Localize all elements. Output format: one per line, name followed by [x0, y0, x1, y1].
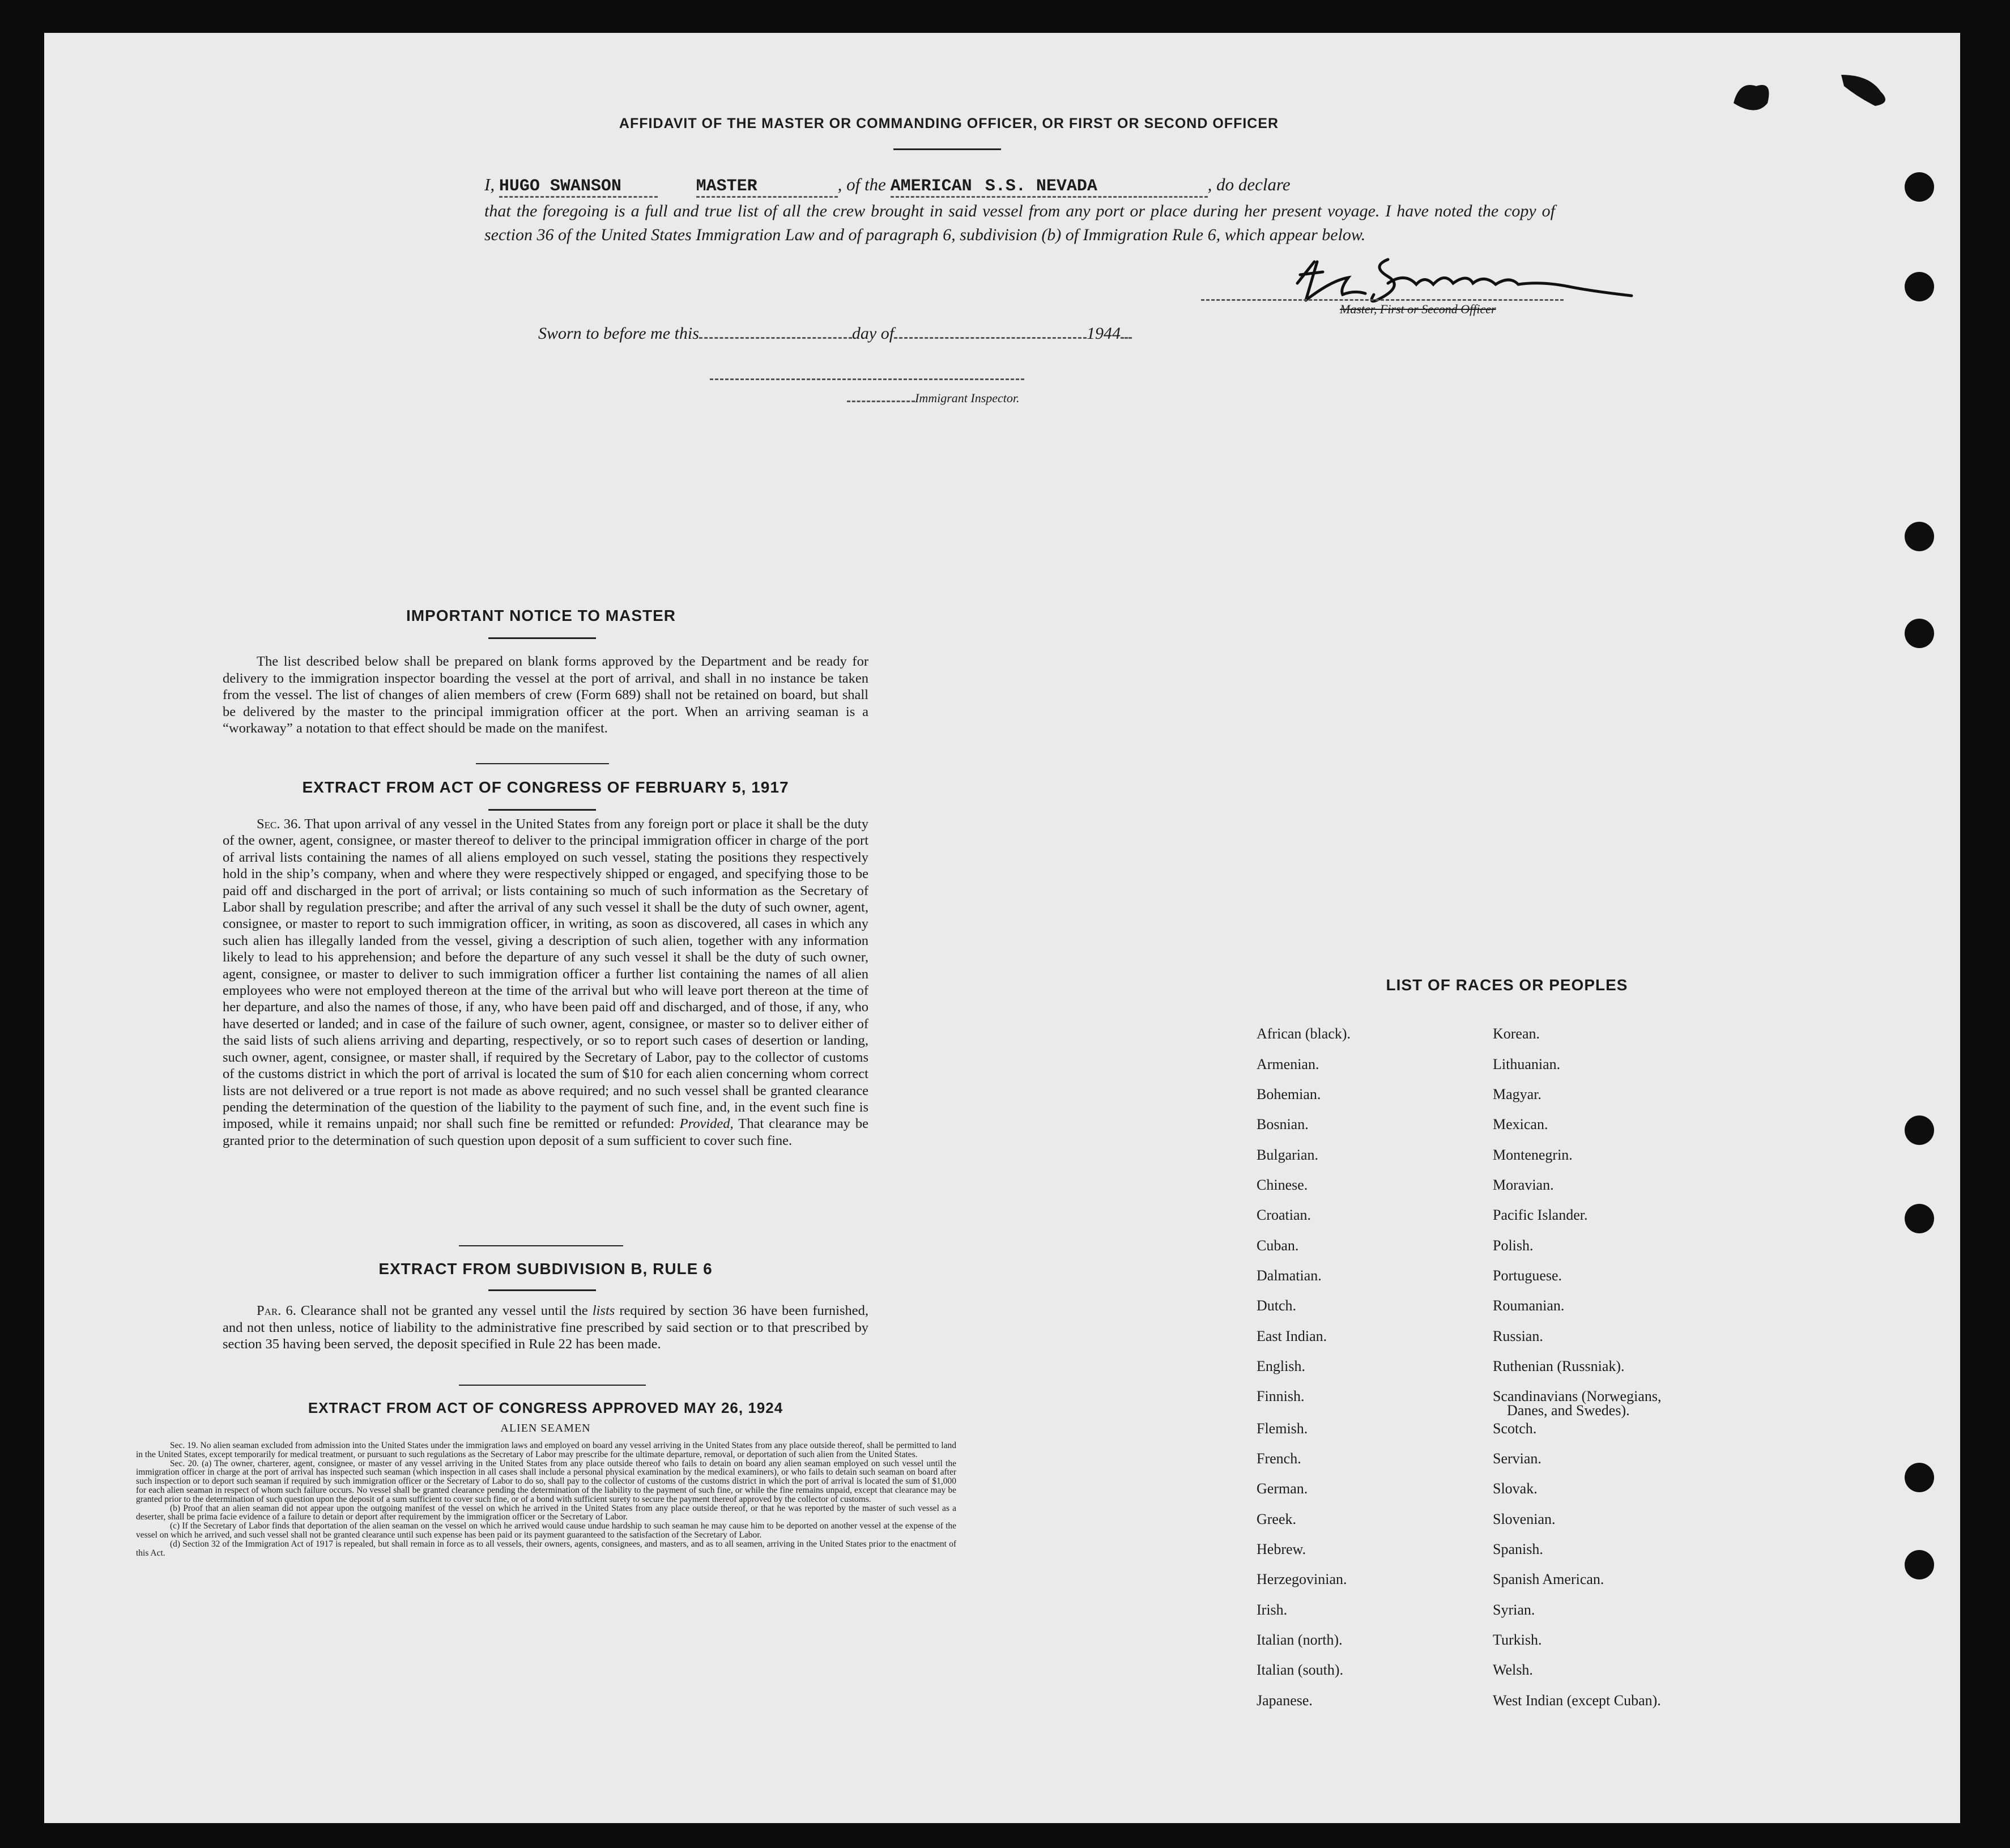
rule6-body-b: required by section 36 have been furnished, and not then unless, notice of liability to the administrative fine prescribed by said section or to that prescribed by section 35 having been served, the deposit specified in Rule 22 has been made. — [223, 1303, 869, 1352]
race-right-8: Portuguese. — [1493, 1267, 1562, 1284]
race-right-2: Magyar. — [1493, 1086, 1541, 1102]
race-left-20: Italian (north). — [1257, 1632, 1343, 1648]
notice-rule — [488, 637, 596, 639]
race-left-18: Herzegovinian. — [1257, 1571, 1347, 1587]
inspector-signature-line — [710, 378, 1024, 380]
affidavit-body: that the foregoing is a full and true list of all the crew brought in said vessel from any port or place during her present voyage. I have noted the copy of section 36 of the United States Immigration Law and of paragraph 6, subdivision (b) of Immigration Rule 6, which appear below. — [484, 202, 1555, 244]
race-right-15: Slovak. — [1493, 1480, 1538, 1497]
binder-hole-8 — [1905, 1550, 1934, 1579]
act1924-sec20d: (d) Section 32 of the Immigration Act of 1917 is repealed, but shall remain in force as to all vessels, their owners, agents, consignees, and masters, and as to all seamen, arriving in the United States prior to the enactment of this Act. — [136, 1539, 956, 1558]
race-left-21: Italian (south). — [1257, 1662, 1344, 1678]
race-left-12: Finnish. — [1257, 1388, 1305, 1404]
day-of-text: day of — [851, 324, 895, 343]
race-left-16: Greek. — [1257, 1511, 1297, 1527]
race-right-18: Spanish American. — [1493, 1571, 1604, 1587]
race-right-21: Welsh. — [1493, 1662, 1533, 1678]
vessel-name: S.S. NEVADA — [985, 177, 1097, 196]
race-right-20: Turkish. — [1493, 1632, 1542, 1648]
race-left-1: Armenian. — [1257, 1056, 1319, 1072]
notice-body: The list described below shall be prepared on blank forms approved by the Department and be ready for delivery to the immigration inspector boarding the vessel at the port of arrival, and shall in no instance be taken from the vessel. The list of changes of alien members of crew (Form 689) shall not be retained on board, but shall be delivered by the master to the principal immigration officer at the port. When an arriving seaman is a “workaway” a notation to that effect should be made on the manifest. — [223, 654, 868, 736]
act1924-text — [136, 1441, 956, 1557]
of-the-text: , of the — [837, 174, 886, 194]
act1924-sec20b: (b) Proof that an alien seaman did not appear upon the outgoing manifest of the vessel on which he arrived in the United States from any place outside thereof, or that he was reported by the master of such vessel as a deserter, shall be prima facie evidence of a failure to detain or deport after requirement by the immigration officer or the Secretary of Labor. — [136, 1503, 956, 1522]
binder-hole-7 — [1905, 1463, 1934, 1492]
race-right-4: Montenegrin. — [1493, 1147, 1573, 1163]
race-left-3: Bosnian. — [1257, 1116, 1309, 1132]
race-right-16: Slovenian. — [1493, 1511, 1556, 1527]
affidavit-title: AFFIDAVIT OF THE MASTER OR COMMANDING OFFICER, OR FIRST OR SECOND OFFICER — [619, 116, 1279, 131]
race-left-13: Flemish. — [1257, 1420, 1308, 1437]
inspector-label: Immigrant Inspector. — [915, 391, 1020, 405]
race-right-0: Korean. — [1493, 1025, 1540, 1042]
sworn-day-field — [699, 337, 852, 339]
race-right-11: Ruthenian (Russniak). — [1493, 1358, 1625, 1374]
race-right-14: Servian. — [1493, 1450, 1541, 1467]
race-right-3: Mexican. — [1493, 1116, 1548, 1132]
race-right-17: Spanish. — [1493, 1541, 1543, 1557]
race-right-22: West Indian (except Cuban). — [1493, 1692, 1661, 1709]
race-left-14: French. — [1257, 1450, 1301, 1467]
race-left-17: Hebrew. — [1257, 1541, 1306, 1557]
race-left-0: African (black). — [1257, 1025, 1351, 1042]
binder-hole-1 — [1905, 172, 1934, 202]
sworn-month-field — [894, 337, 1087, 339]
act1917-rule — [488, 809, 596, 811]
race-right-12: Scandinavians (Norwegians, — [1493, 1388, 1662, 1404]
act1924-subheading: ALIEN SEAMEN — [500, 1422, 591, 1434]
sworn-year: 1944 — [1087, 324, 1121, 343]
race-right-9: Roumanian. — [1493, 1297, 1565, 1314]
race-left-9: Dutch. — [1257, 1297, 1297, 1314]
rule6-body-a: Clearance shall not be granted any vessel until the — [300, 1303, 588, 1318]
signature-line — [1201, 299, 1564, 301]
act1924-heading: EXTRACT FROM ACT OF CONGRESS APPROVED MAY 26, 1924 — [308, 1399, 783, 1416]
race-left-5: Chinese. — [1257, 1177, 1308, 1193]
race-right-7: Polish. — [1493, 1237, 1534, 1254]
rule6-lists-word: lists — [592, 1303, 615, 1318]
rule6-heading: EXTRACT FROM SUBDIVISION B, RULE 6 — [378, 1260, 713, 1278]
act1917-end-rule — [459, 1245, 623, 1246]
sworn-line — [538, 324, 1132, 343]
title-rule — [893, 148, 1001, 150]
do-declare-text: , do declare — [1207, 174, 1291, 194]
master-position: MASTER — [696, 177, 757, 196]
binder-hole-3 — [1905, 522, 1934, 551]
race-right-13: Scotch. — [1493, 1420, 1537, 1437]
binder-hole-5 — [1905, 1115, 1934, 1145]
rule6-text — [223, 1302, 868, 1353]
act1924-sec20a: Sec. 20. (a) The owner, charterer, agent, consignee, or master of any vessel arriving in the United States from any place outside thereof who fails to detain on board any alien seaman employed on such vessel until the immigration officer in charge at the port of arrival has inspected such seaman (which inspection in all cases shall include a personal physical examination by the medical examiners), or who fails to detain such seaman on board after such inspection or to deport such seaman if required by such immigration officer or the Secretary of Labor to do so, shall pay to the collector of customs of the customs district in which the port of arrival is located the sum of $1,000 for each alien seaman in respect of whom such failure occurs. No vessel shall be granted clearance pending the determination of the liability to the payment of such fine, or while the fine remains unpaid, except that clearance may be granted prior to the determination of such question upon the deposit of a sum sufficient to cover such fine, or of a bond with sufficient surety to secure the payment thereof approved by the collector of customs. — [136, 1458, 956, 1504]
race-left-2: Bohemian. — [1257, 1086, 1321, 1102]
rule6-rule — [488, 1289, 596, 1291]
sworn-prefix: Sworn to before me this — [538, 324, 699, 343]
vessel-nationality: AMERICAN — [890, 177, 972, 196]
race-left-10: East Indian. — [1257, 1328, 1327, 1344]
race-right-1: Lithuanian. — [1493, 1056, 1561, 1072]
binder-hole-6 — [1905, 1204, 1934, 1233]
race-left-19: Irish. — [1257, 1602, 1288, 1618]
act1917-text — [223, 816, 868, 1149]
races-heading: LIST OF RACES OR PEOPLES — [1386, 976, 1628, 994]
act1924-sec19: Sec. 19. No alien seaman excluded from admission into the United States under the immigration laws and employed on board any vessel arriving in the United States from any place outside thereof, shall be permitted to land in the United States, except temporarily for medical treatment, or pursuant to such regulations as the Secretary of Labor may prescribe for the ultimate departure, removal, or deportation of such alien from the United States. — [136, 1441, 956, 1459]
rule6-end-rule — [459, 1385, 646, 1386]
race-right-continuation: Danes, and Swedes). — [1507, 1402, 1630, 1419]
notice-end-rule — [476, 763, 609, 764]
race-right-10: Russian. — [1493, 1328, 1543, 1344]
race-left-4: Bulgarian. — [1257, 1147, 1319, 1163]
ink-blot — [1722, 63, 1898, 120]
race-right-6: Pacific Islander. — [1493, 1207, 1588, 1223]
act1917-heading: EXTRACT FROM ACT OF CONGRESS OF FEBRUARY 5, 1917 — [302, 778, 789, 796]
race-left-8: Dalmatian. — [1257, 1267, 1322, 1284]
race-left-15: German. — [1257, 1480, 1308, 1497]
rule6-paragraph: Par. 6. — [257, 1303, 296, 1318]
act1917-body: That upon arrival of any vessel in the United States from any foreign port or place it shall be the duty of the owner, agent, consignee, or master thereof to deliver to the principal immigration officer in charge of the port of arrival lists containing the names of all aliens employed on such vessel, stating the positions they respectively hold in the ship’s company, when and where they were respectively shipped or engaged, and specifying those to be paid off and discharged in the port of arrival; or lists containing so much of such information as the Secretary of Labor shall by regulation prescribe; and after the arrival of any such vessel it shall be the duty of such owner, agent, consignee, or master to report to such immigration officer, in writing, as soon as discovered, all cases in which any such alien has illegally landed from the vessel, giving a description of such alien, together with any information likely to lead to his apprehension; and before the departure of any such vessel it shall be the duty of such owner, agent, consignee, or master to deliver to such immigration officer a further list containing the names of all alien employees who were not employed thereon at the time of the arrival but who will leave port thereon at the time of her departure, and also the names of those, if any, who have been paid off and discharged, and of those, if any, who have deserted or landed; and in case of the failure of such owner, agent, consignee, or master so to deliver either of the said lists of such aliens arriving and departing, respectively, or so to report such cases of desertion or landing, such owner, agent, consignee, or master shall, if required by the Secretary of Labor, pay to the collector of customs of the customs district in which the port of arrival is located the sum of $10 for each alien concerning whom correct lists are not delivered or a true report is not made as above required; and no such vessel shall be granted clearance pending the determination of the question of the liability to the payment of such fine, and, in the event such fine is imposed, while it remains unpaid; nor shall such fine be remitted or refunded: — [223, 816, 868, 1132]
act1924-sec20c: (c) If the Secretary of Labor finds that deportation of the alien seaman on the vessel on which he arrived would cause undue hardship to such seaman he may cause him to be deported on another vessel at the expense of the vessel on which he arrived, and such vessel shall not be granted clearance until such expense has been paid or its payment guaranteed to the satisfaction of the Secretary of Labor. — [136, 1521, 956, 1540]
act1917-proviso-word: Provided, — [679, 1116, 734, 1132]
race-left-7: Cuban. — [1257, 1237, 1299, 1254]
declaration-prefix: I, — [484, 174, 495, 194]
race-left-6: Croatian. — [1257, 1207, 1311, 1223]
act1917-section: Sec. 36. — [257, 816, 301, 832]
signature-label: Master, First or Second Officer — [1340, 302, 1496, 316]
master-name: HUGO SWANSON — [499, 177, 621, 196]
binder-hole-2 — [1905, 272, 1934, 301]
race-right-19: Syrian. — [1493, 1602, 1535, 1618]
race-right-5: Moravian. — [1493, 1177, 1554, 1193]
inspector-label-line — [847, 391, 1020, 406]
notice-heading: IMPORTANT NOTICE TO MASTER — [406, 607, 676, 624]
race-left-22: Japanese. — [1257, 1692, 1313, 1709]
act1917-proviso: That clearance may be granted prior to the determination of such question upon deposit of a sum sufficient to cover such fine. — [223, 1116, 868, 1148]
binder-hole-4 — [1905, 619, 1934, 648]
race-left-11: English. — [1257, 1358, 1305, 1374]
affidavit-declaration — [484, 174, 1561, 198]
notice-text — [223, 653, 868, 737]
